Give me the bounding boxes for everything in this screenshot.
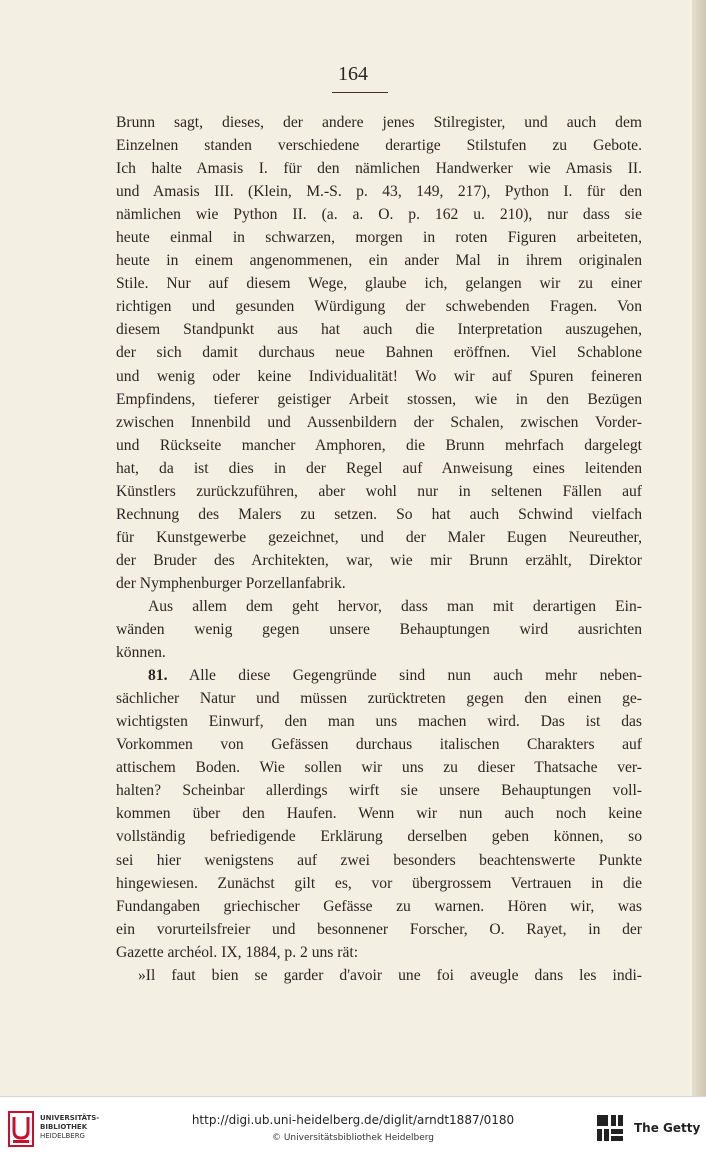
text-line: Einzelnen standen verschiedene derartige Stilstufen zu Gebote. [116, 137, 642, 155]
text-line: Fundangaben griechischer Gefässe zu warnen. Hören wir, was [116, 897, 642, 915]
text-line: können. [116, 644, 166, 662]
text-line: für Kunstgewerbe gezeichnet, und der Maler Eugen Neureuther, [116, 528, 642, 546]
text-line: Gazette archéol. IX, 1884, p. 2 uns rät: [116, 943, 359, 961]
section-81 [116, 664, 642, 987]
text-line: Ich halte Amasis I. für den nämlichen Handwerker wie Amasis II. [116, 160, 642, 178]
viewer-footer [0, 1096, 706, 1160]
page-number-rule [332, 92, 388, 93]
text-line: sächlicher Natur und müssen zurücktreten gegen den einen ge- [116, 690, 642, 708]
text-line: vollständig befriedigende Erklärung derselben geben können, so [116, 828, 642, 846]
text-line: Empfindens, tieferer geistiger Arbeit stossen, wie in den Bezügen [116, 390, 642, 408]
text-line: heute in einem angenommenen, ein ander Mal in ihrem originalen [116, 252, 642, 270]
text-line: sei hier wenigstens auf zwei besonders beachtenswerte Punkte [116, 851, 642, 869]
page-number: 164 [338, 63, 368, 85]
text-line: ein vorurteilsfreier und besonnener Forscher, O. Rayet, in der [116, 920, 642, 938]
text-line: Brunn sagt, dieses, der andere jenes Stilregister, und auch dem [116, 114, 642, 131]
text-line: halten? Scheinbar allerdings wirft sie unsere Behauptungen voll- [116, 782, 642, 800]
library-line: BIBLIOTHEK [40, 1123, 88, 1131]
text-line: Aus allem dem geht hervor, dass man mit derartigen Ein- [148, 597, 642, 615]
text-line: wichtigsten Einwurf, den man uns machen wird. Das ist das [116, 713, 642, 731]
body-text [116, 111, 642, 987]
section-first-line [116, 664, 642, 687]
getty-logo-icon[interactable] [595, 1113, 625, 1143]
copyright-notice: © Universitätsbibliothek Heidelberg [271, 1133, 434, 1143]
text-line: der Nymphenburger Porzellanfabrik. [116, 574, 346, 592]
text-line: hat, da ist dies in der Regel auf Anweisung eines leitenden [116, 459, 642, 477]
text-line: und Rückseite mancher Amphoren, die Brunn mehrfach dargelegt [116, 436, 642, 454]
text-line: der sich damit durchaus neue Bahnen eröffnen. Viel Schablone [116, 344, 642, 362]
text-line: heute einmal in schwarzen, morgen in roten Figuren arbeiteten, [116, 229, 642, 247]
section-number: 81. [148, 667, 168, 685]
text-line: wänden wenig gegen unsere Behauptungen wird ausrichten [116, 621, 642, 639]
text-line: und wenig oder keine Individualität! Wo wir auf Spuren feineren [116, 367, 642, 385]
text-line: Rechnung des Malers zu setzen. So hat auch Schwind vielfach [116, 505, 642, 523]
text-line: richtigen und gesunden Würdigung der schwebenden Fragen. Von [116, 298, 642, 316]
text-line: der Bruder des Architekten, war, wie mir Brunn erzählt, Direktor [116, 551, 642, 569]
quote-line: »Il faut bien se garder d'avoir une foi aveugle dans les indi- [138, 966, 642, 984]
paragraph-2 [116, 595, 642, 664]
text-line: kommen über den Haufen. Wenn wir nun auch noch keine [116, 805, 642, 823]
paragraph-1 [116, 111, 642, 595]
text-line: nämlichen wie Python II. (a. a. O. p. 162 u. 210), nur dass sie [116, 206, 642, 224]
text-line: attischem Boden. Wie sollen wir uns zu dieser Thatsache ver- [116, 759, 642, 777]
text-line: zwischen Innenbild und Aussenbildern der Schalen, zwischen Vorder- [116, 413, 642, 431]
sponsor-name: The Getty [634, 1121, 701, 1135]
text-line: Künstlers zurückzuführen, aber wohl nur in seltenen Fällen auf [116, 482, 642, 500]
text-line: diesem Standpunkt aus hat auch die Interpretation auszugehen, [116, 321, 642, 339]
section-line-text: Alle diese Gegengründe sind nun auch mehr neben- [189, 667, 642, 685]
text-line: Vorkommen von Gefässen durchaus italischen Charakters auf [116, 736, 642, 754]
library-line: HEIDELBERG [40, 1132, 85, 1140]
permalink[interactable]: http://digi.ub.uni-heidelberg.de/diglit/arndt1887/0180 [191, 1113, 515, 1127]
library-line: UNIVERSITÄTS- [40, 1114, 100, 1122]
text-line: hingewiesen. Zunächst gilt es, vor übergrossem Vertrauen in die [116, 874, 642, 892]
text-line: Stile. Nur auf diesem Wege, glaube ich, gelangen wir zu einer [116, 275, 642, 293]
text-line: und Amasis III. (Klein, M.-S. p. 43, 149, 217), Python I. für den [116, 183, 642, 201]
page-edge [692, 0, 706, 1096]
